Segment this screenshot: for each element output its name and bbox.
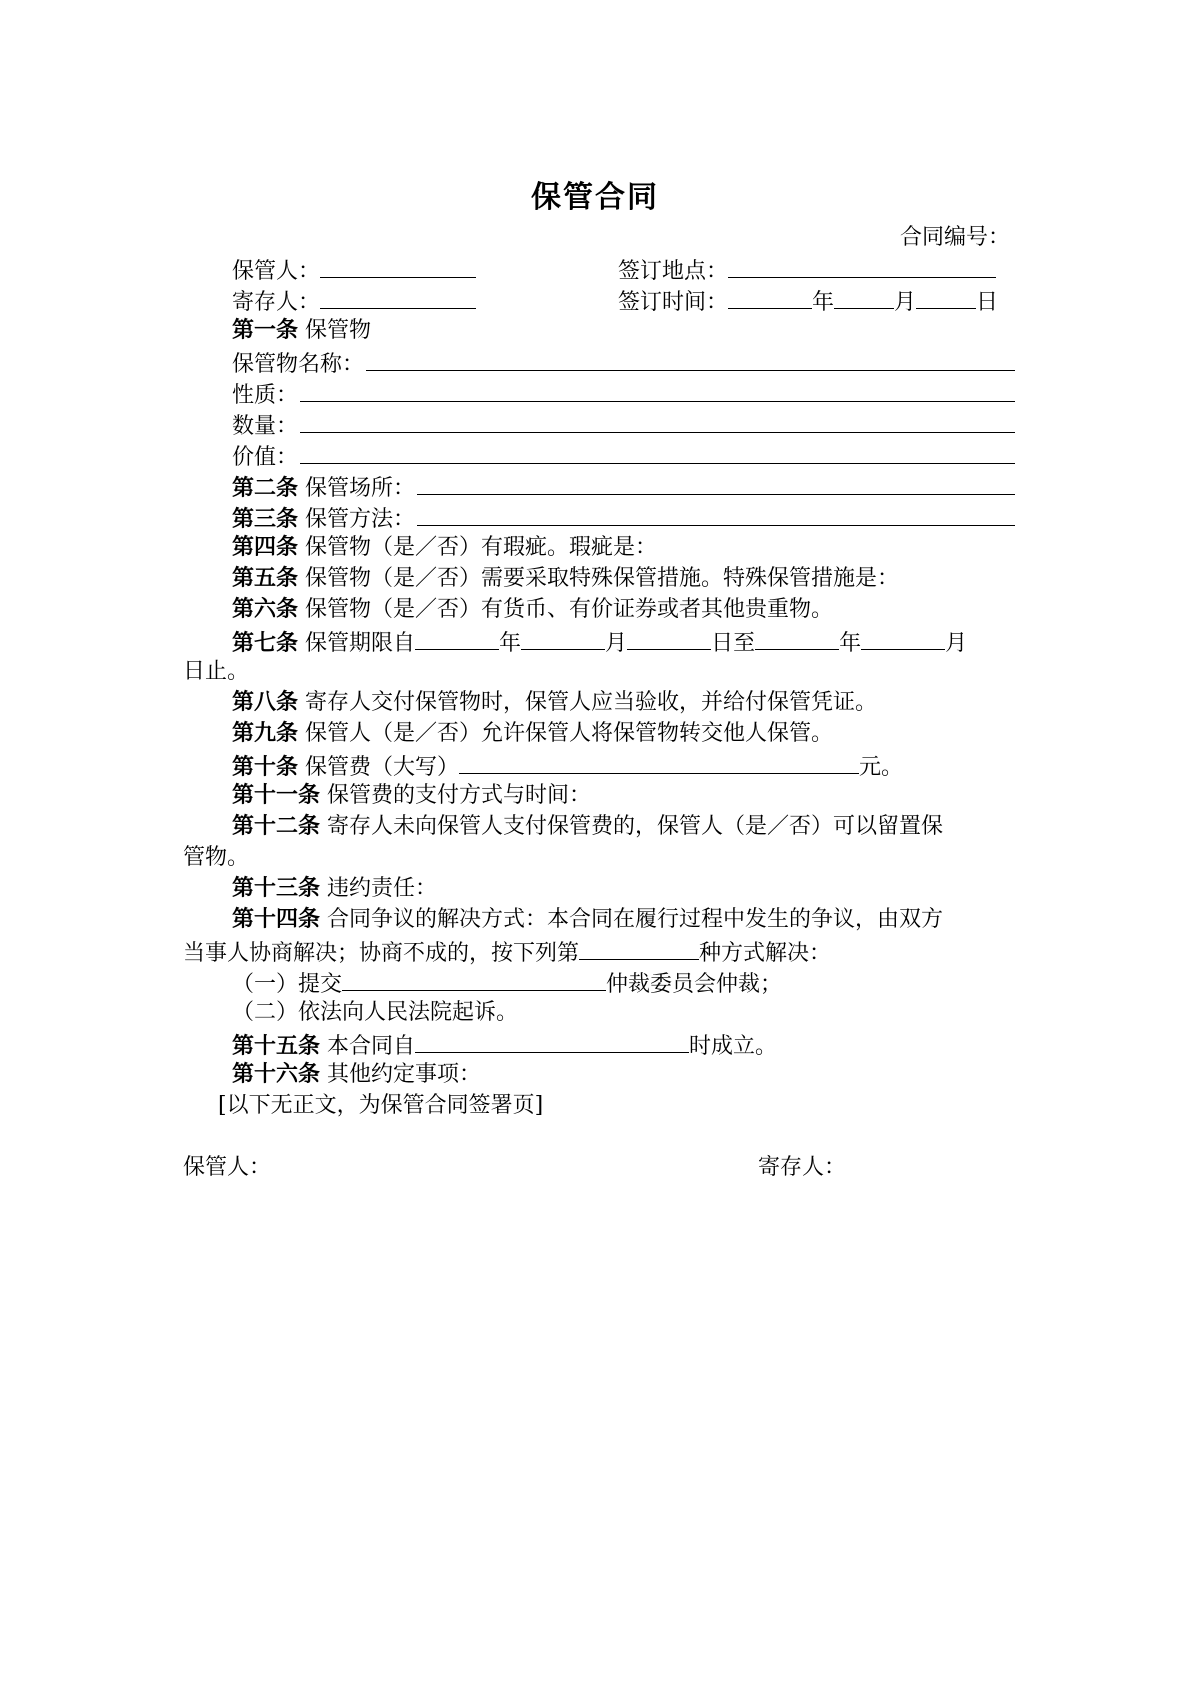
article-7-cont: 日止。 bbox=[183, 659, 250, 684]
article-14-head: 第十四条 bbox=[232, 906, 321, 932]
custodian-blank[interactable] bbox=[320, 253, 476, 278]
document-title: 保管合同 bbox=[531, 180, 659, 215]
article-6-head: 第六条 bbox=[232, 596, 299, 622]
value-blank[interactable] bbox=[300, 439, 1015, 464]
article-4-text: 保管物（是／否）有瑕疵。瑕疵是： bbox=[305, 535, 658, 560]
start-year-blank[interactable] bbox=[415, 625, 499, 650]
article-7 bbox=[232, 625, 967, 656]
article-15-tail: 时成立。 bbox=[689, 1034, 778, 1059]
article-11-head: 第十一条 bbox=[232, 782, 321, 808]
article-8-head: 第八条 bbox=[232, 689, 299, 715]
article-7-text: 保管期限自 bbox=[305, 631, 416, 656]
quantity-blank[interactable] bbox=[300, 408, 1015, 433]
start-day-blank[interactable] bbox=[627, 625, 711, 650]
sign-place-blank[interactable] bbox=[728, 253, 996, 278]
start-month-label: 月 bbox=[605, 631, 628, 656]
item-name-label: 保管物名称： bbox=[232, 352, 365, 377]
custodian-label: 保管人： bbox=[232, 259, 321, 284]
end-year-blank[interactable] bbox=[755, 625, 839, 650]
article-9 bbox=[232, 718, 833, 749]
article-7-to: 日至 bbox=[711, 631, 756, 656]
article-15-text: 本合同自 bbox=[327, 1034, 416, 1059]
item-name-line bbox=[232, 346, 1015, 377]
article-4 bbox=[232, 532, 657, 563]
article-12-text: 寄存人未向保管人支付保管费的，保管人（是／否）可以留置保 bbox=[327, 814, 944, 839]
article-16-text: 其他约定事项： bbox=[327, 1062, 482, 1087]
article-11-text: 保管费的支付方式与时间： bbox=[327, 783, 592, 808]
article-10 bbox=[232, 749, 903, 780]
article-6 bbox=[232, 594, 833, 625]
dispute-method-blank[interactable] bbox=[579, 935, 699, 960]
option-2: （二）依法向人民法院起诉。 bbox=[232, 1000, 519, 1025]
sign-month-blank[interactable] bbox=[834, 284, 894, 309]
storage-method-blank[interactable] bbox=[417, 501, 1015, 526]
end-month-label: 月 bbox=[945, 631, 968, 656]
fee-amount-blank[interactable] bbox=[459, 749, 859, 774]
end-year-label: 年 bbox=[839, 631, 862, 656]
quantity-line bbox=[232, 408, 1015, 439]
article-7-head: 第七条 bbox=[232, 630, 299, 656]
end-month-blank[interactable] bbox=[861, 625, 945, 650]
effective-condition-blank[interactable] bbox=[415, 1028, 689, 1053]
article-8 bbox=[232, 687, 877, 718]
article-11 bbox=[232, 780, 591, 811]
value-label: 价值： bbox=[232, 445, 299, 470]
article-8-text: 寄存人交付保管物时，保管人应当验收，并给付保管凭证。 bbox=[305, 690, 878, 715]
nature-label: 性质： bbox=[232, 383, 299, 408]
item-name-blank[interactable] bbox=[366, 346, 1015, 371]
article-5-head: 第五条 bbox=[232, 565, 299, 591]
sign-year-blank[interactable] bbox=[728, 284, 812, 309]
article-6-text: 保管物（是／否）有货币、有价证券或者其他贵重物。 bbox=[305, 597, 834, 622]
article-2-head: 第二条 bbox=[232, 475, 299, 501]
article-3-text: 保管方法： bbox=[305, 507, 416, 532]
article-13-head: 第十三条 bbox=[232, 875, 321, 901]
custodian-line bbox=[232, 253, 476, 284]
article-14 bbox=[232, 904, 943, 935]
article-4-head: 第四条 bbox=[232, 534, 299, 560]
contract-number-label: 合同编号： bbox=[900, 225, 1011, 250]
day-label: 日 bbox=[976, 290, 999, 315]
value-line bbox=[232, 439, 1015, 470]
article-10-head: 第十条 bbox=[232, 754, 299, 780]
article-14-cont-tail: 种方式解决： bbox=[699, 941, 832, 966]
start-month-blank[interactable] bbox=[521, 625, 605, 650]
article-12-cont: 管物。 bbox=[183, 845, 250, 870]
article-2 bbox=[232, 470, 1015, 501]
article-15-head: 第十五条 bbox=[232, 1033, 321, 1059]
month-label: 月 bbox=[894, 290, 917, 315]
article-9-text: 保管人（是／否）允许保管人将保管物转交他人保管。 bbox=[305, 721, 834, 746]
article-15 bbox=[232, 1028, 777, 1059]
article-3-head: 第三条 bbox=[232, 506, 299, 532]
depositor-label: 寄存人： bbox=[232, 290, 321, 315]
article-10-unit: 元。 bbox=[859, 755, 904, 780]
arbitration-body-blank[interactable] bbox=[342, 966, 606, 991]
nature-line bbox=[232, 377, 1015, 408]
article-16 bbox=[232, 1059, 481, 1090]
article-14-text: 合同争议的解决方式：本合同在履行过程中发生的争议，由双方 bbox=[327, 907, 944, 932]
start-year-label: 年 bbox=[499, 631, 522, 656]
signature-note: [以下无正文，为保管合同签署页] bbox=[218, 1093, 544, 1118]
nature-blank[interactable] bbox=[300, 377, 1015, 402]
article-14-cont bbox=[183, 935, 831, 966]
depositor-line bbox=[232, 284, 476, 315]
article-10-text: 保管费（大写） bbox=[305, 755, 460, 780]
article-13-text: 违约责任： bbox=[327, 876, 438, 901]
sign-time-label: 签订时间： bbox=[618, 290, 729, 315]
article-13 bbox=[232, 873, 437, 904]
option-1 bbox=[232, 966, 782, 997]
signature-depositor-label: 寄存人： bbox=[758, 1155, 847, 1180]
article-14-cont-text: 当事人协商解决；协商不成的，按下列第 bbox=[183, 941, 580, 966]
article-9-head: 第九条 bbox=[232, 720, 299, 746]
article-5 bbox=[232, 563, 899, 594]
article-1-text: 保管物 bbox=[305, 318, 372, 343]
storage-place-blank[interactable] bbox=[417, 470, 1015, 495]
option-1-text: （一）提交 bbox=[232, 972, 343, 997]
sign-day-blank[interactable] bbox=[916, 284, 976, 309]
article-12-head: 第十二条 bbox=[232, 813, 321, 839]
sign-time-line bbox=[618, 284, 998, 315]
article-2-text: 保管场所： bbox=[305, 476, 416, 501]
quantity-label: 数量： bbox=[232, 414, 299, 439]
depositor-blank[interactable] bbox=[320, 284, 476, 309]
article-5-text: 保管物（是／否）需要采取特殊保管措施。特殊保管措施是： bbox=[305, 566, 900, 591]
sign-place-label: 签订地点： bbox=[618, 259, 729, 284]
sign-place-line bbox=[618, 253, 996, 284]
year-label: 年 bbox=[812, 290, 835, 315]
option-1-tail: 仲裁委员会仲裁； bbox=[606, 972, 783, 997]
signature-custodian-label: 保管人： bbox=[183, 1155, 272, 1180]
article-3 bbox=[232, 501, 1015, 532]
article-1-head: 第一条 bbox=[232, 317, 299, 343]
article-1 bbox=[232, 315, 371, 346]
article-12 bbox=[232, 811, 943, 842]
article-16-head: 第十六条 bbox=[232, 1061, 321, 1087]
